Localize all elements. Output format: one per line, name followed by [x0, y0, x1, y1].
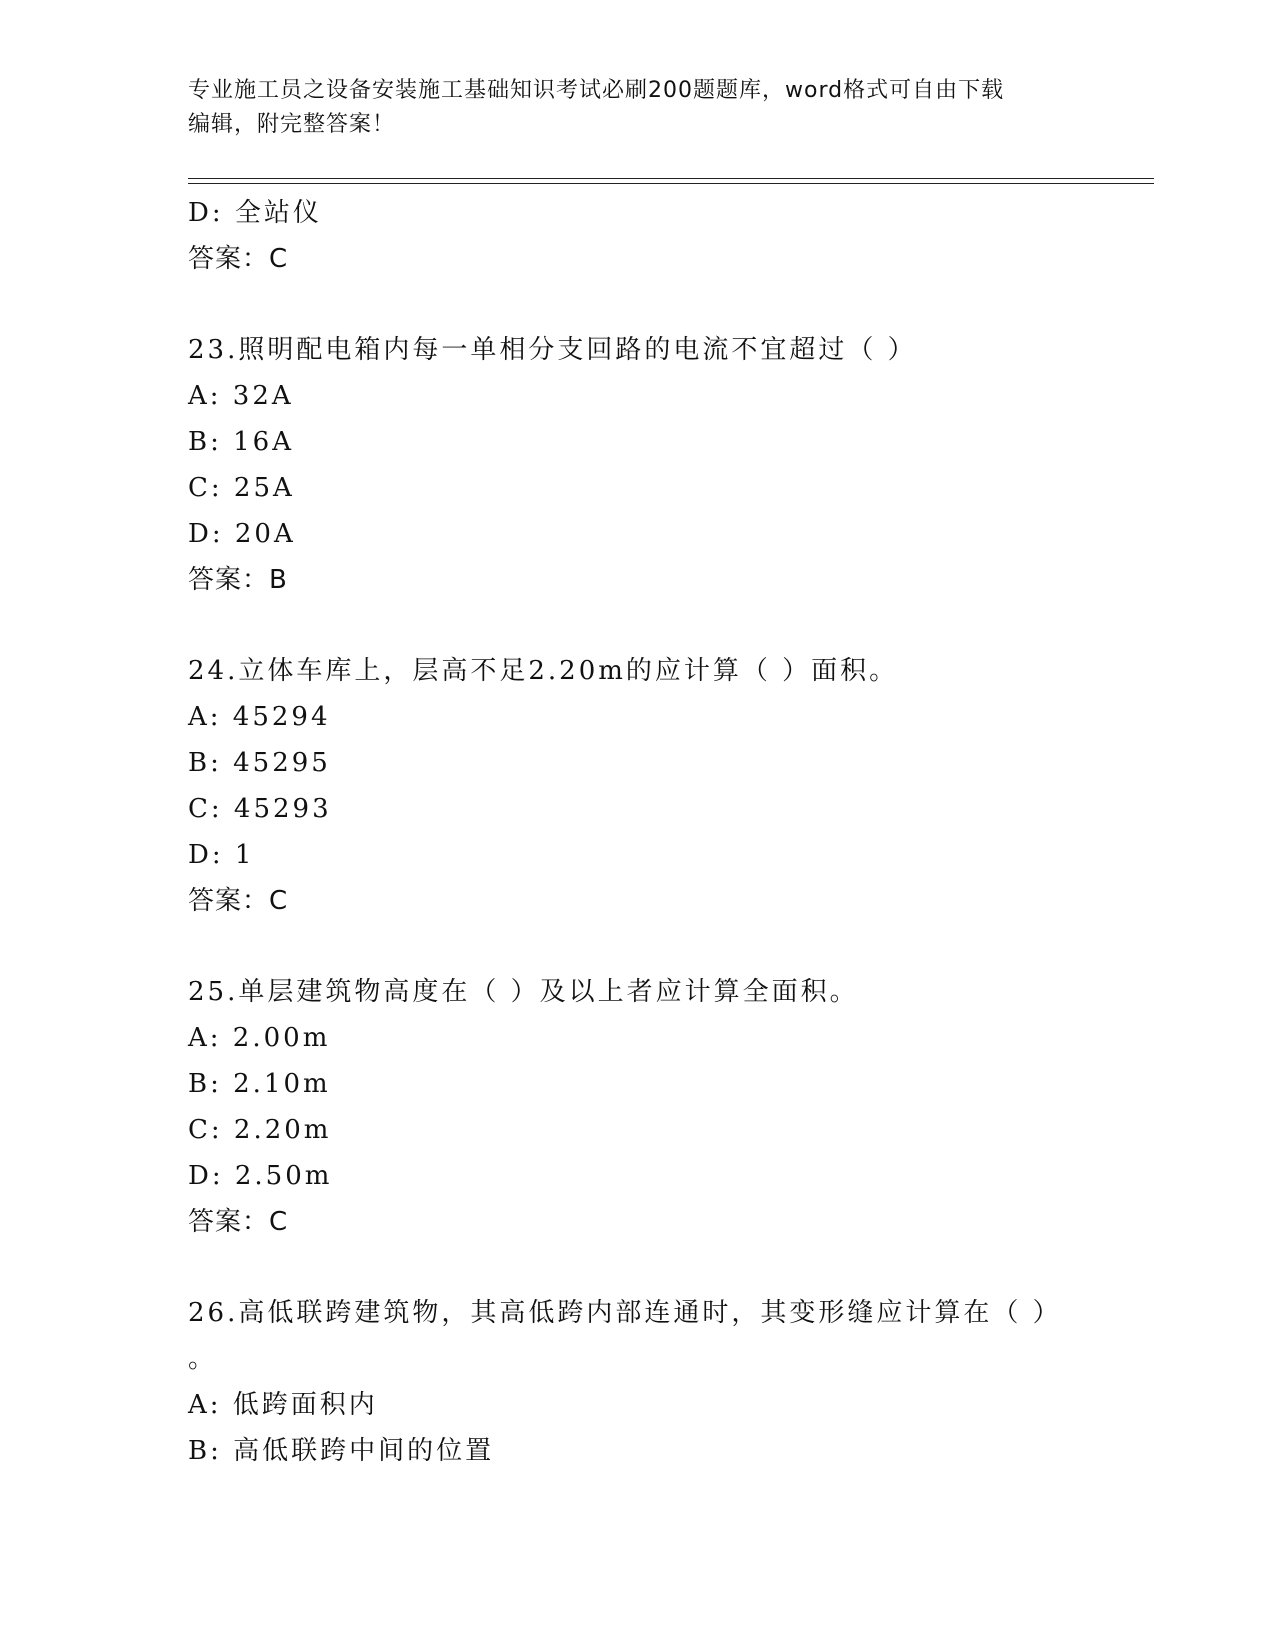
header-title-line-1: 专业施工员之设备安装施工基础知识考试必刷200题题库，word格式可自由下载 — [188, 78, 1005, 103]
option-b: B: 高低联跨中间的位置 — [188, 1436, 495, 1466]
question-stem: 26.高低联跨建筑物，其高低跨内部连通时，其变形缝应计算在（ ） — [188, 1298, 1062, 1328]
header-title-line-2: 编辑，附完整答案！ — [188, 112, 396, 137]
option-c: C: 45293 — [188, 794, 332, 824]
prev-option-d: D: 全站仪 — [188, 198, 322, 228]
option-b: B: 2.10m — [188, 1069, 331, 1099]
question-stem: 24.立体车库上，层高不足2.20m的应计算（ ）面积。 — [188, 656, 899, 686]
question-stem-continuation: 。 — [188, 1344, 218, 1374]
header-rule-top — [188, 178, 1154, 179]
spacer — [188, 924, 1148, 969]
question-content — [188, 190, 1148, 1474]
option-a: A: 低跨面积内 — [188, 1390, 378, 1420]
answer: 答案：C — [188, 886, 289, 916]
answer: 答案：B — [188, 565, 288, 595]
option-b: B: 16A — [188, 427, 294, 457]
question-26 — [188, 1290, 1148, 1474]
question-stem: 25.单层建筑物高度在（ ）及以上者应计算全面积。 — [188, 977, 859, 1007]
option-a: A: 45294 — [188, 702, 331, 732]
question-24 — [188, 648, 1148, 924]
question-25 — [188, 969, 1148, 1245]
option-b: B: 45295 — [188, 748, 331, 778]
option-c: C: 2.20m — [188, 1115, 332, 1145]
option-d: D: 1 — [188, 840, 255, 870]
question-23 — [188, 327, 1148, 603]
spacer — [188, 603, 1148, 648]
question-stem: 23.照明配电箱内每一单相分支回路的电流不宜超过（ ） — [188, 335, 917, 365]
document-header — [188, 74, 1068, 142]
header-rule-bottom — [188, 183, 1154, 184]
prev-answer: 答案：C — [188, 244, 289, 274]
spacer — [188, 282, 1148, 327]
option-a: A: 2.00m — [188, 1023, 331, 1053]
answer: 答案：C — [188, 1207, 289, 1237]
option-d: D: 2.50m — [188, 1161, 333, 1191]
spacer — [188, 1245, 1148, 1290]
option-c: C: 25A — [188, 473, 295, 503]
option-a: A: 32A — [188, 381, 294, 411]
option-d: D: 20A — [188, 519, 296, 549]
